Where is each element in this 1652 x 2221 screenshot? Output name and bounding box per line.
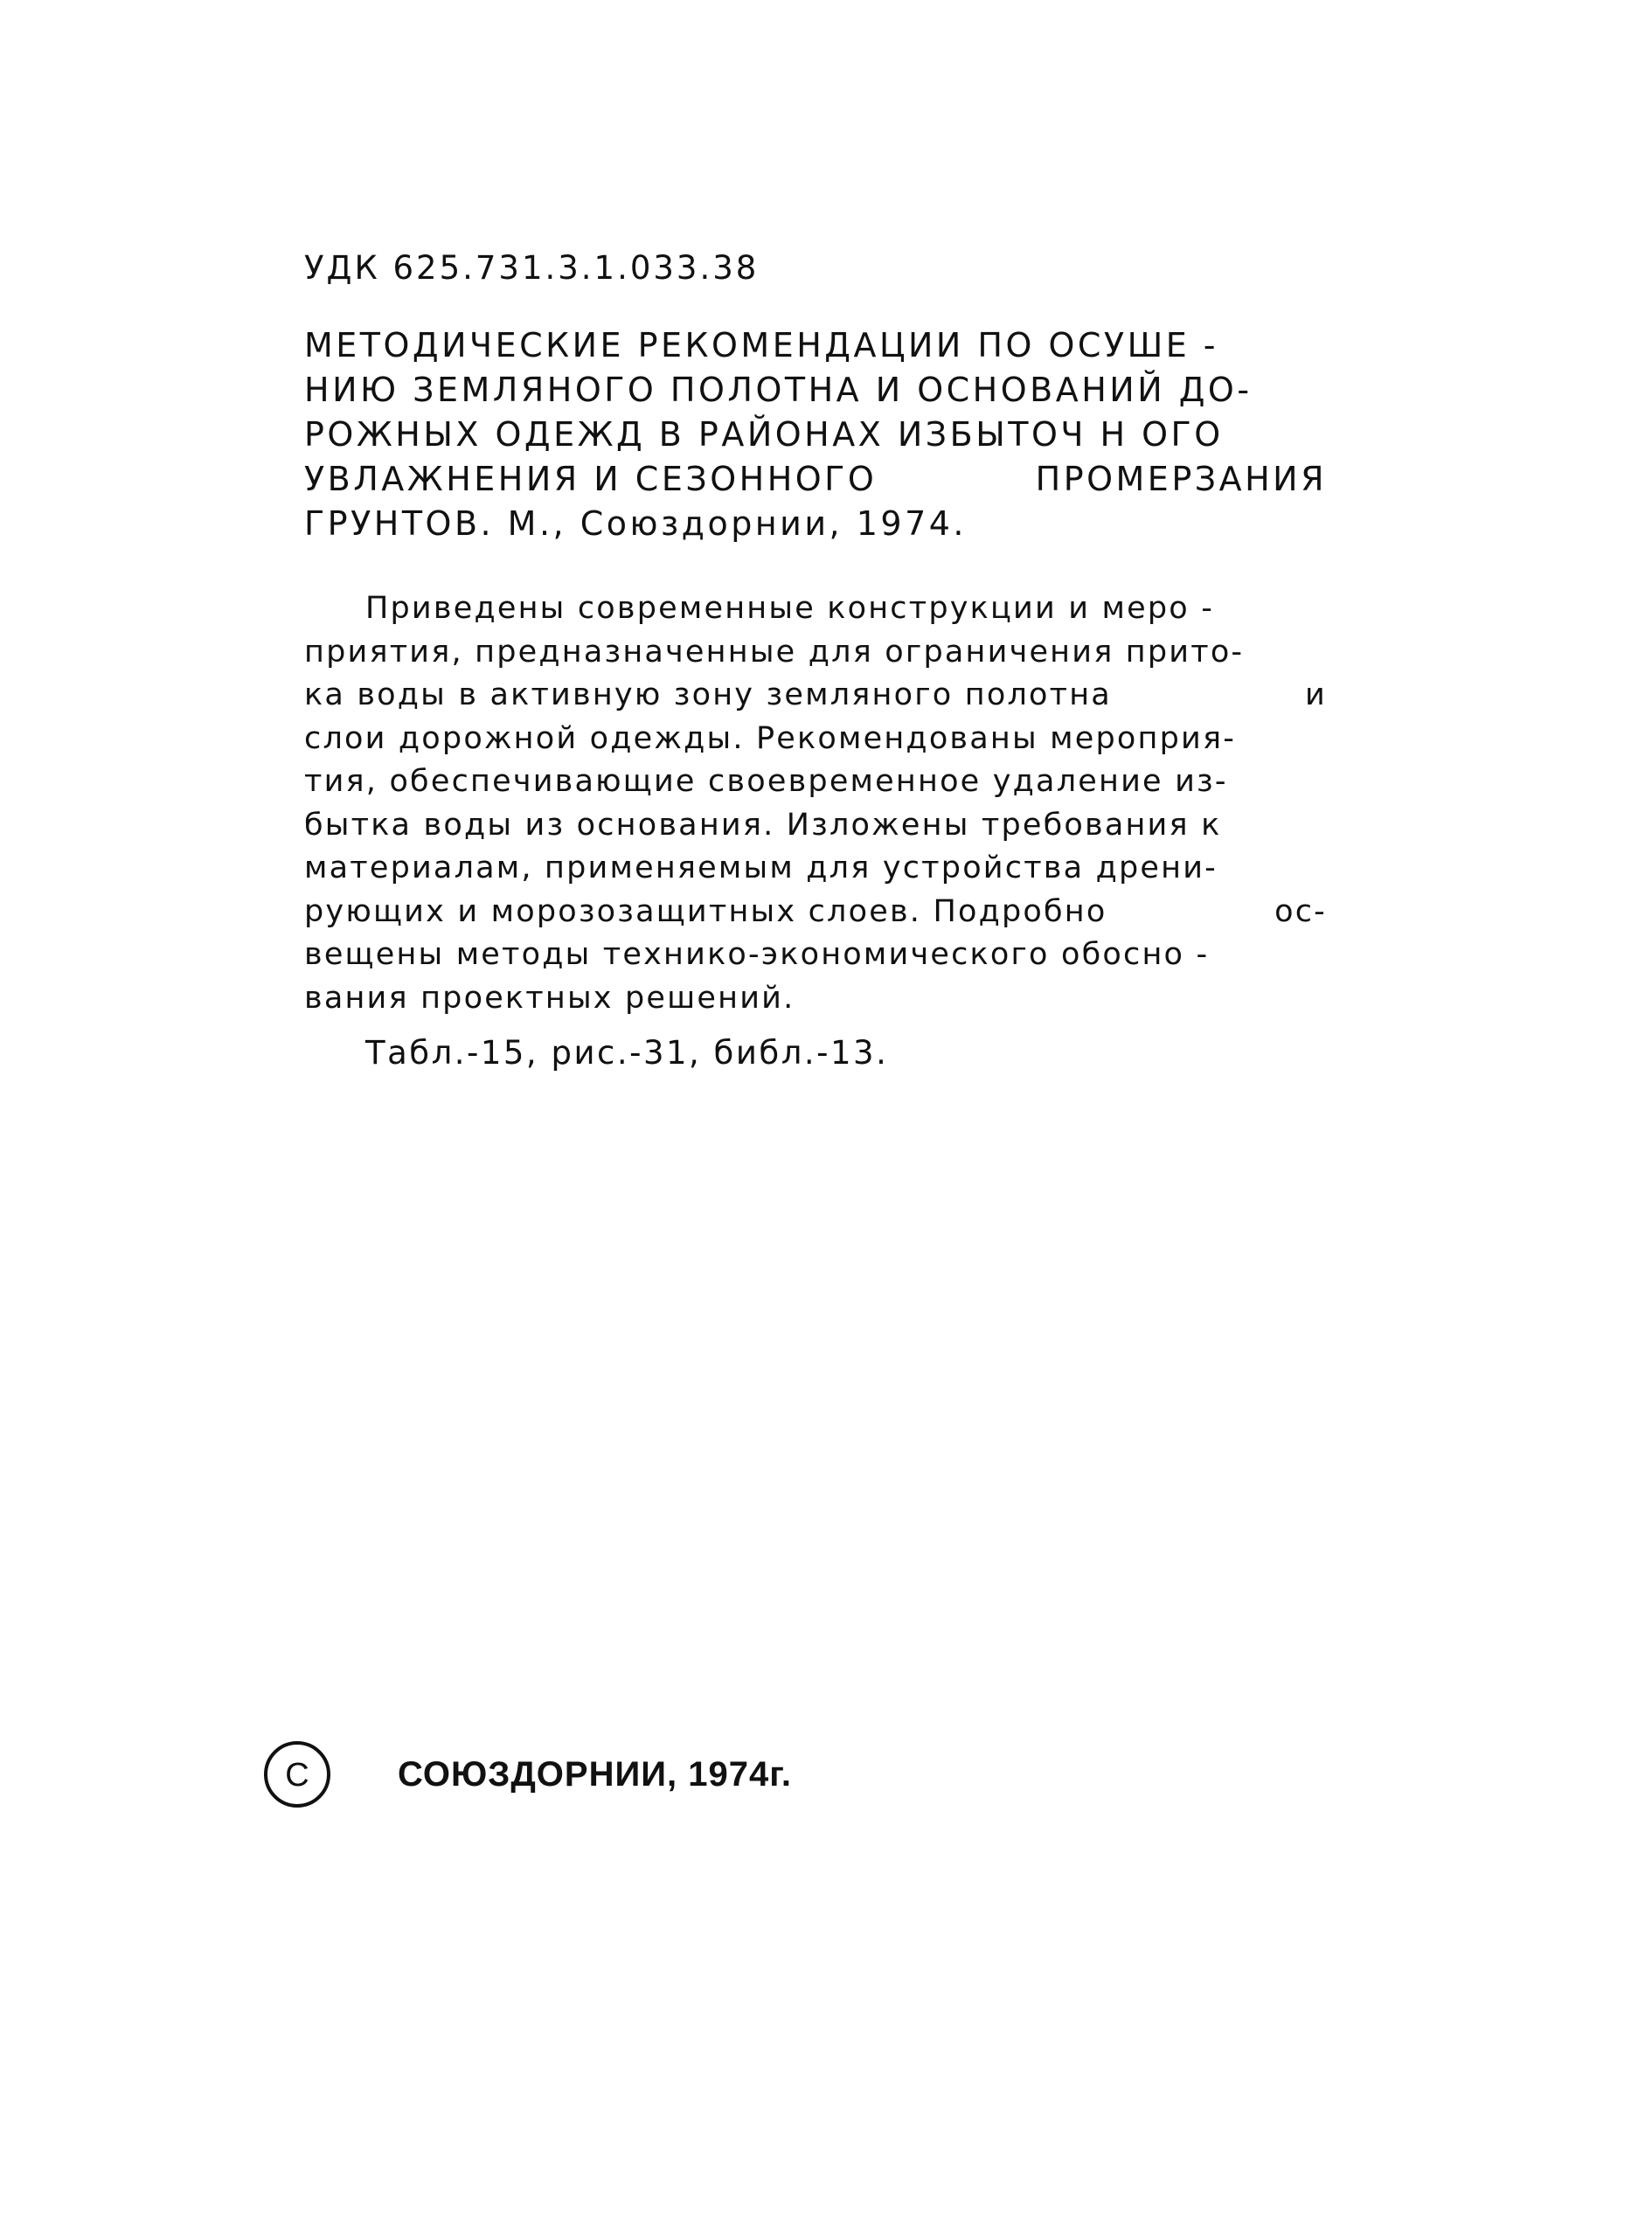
- udk-code: УДК 625.731.3.1.033.38: [304, 249, 760, 287]
- abstract-line: тия, обеспечивающие своевременное удаление из-: [304, 764, 1228, 799]
- title-line: МЕТОДИЧЕСКИЕ РЕКОМЕНДАЦИИ ПО ОСУШЕ -: [304, 326, 1219, 364]
- title-line: НИЮ ЗЕМЛЯНОГО ПОЛОТНА И ОСНОВАНИЙ ДО-: [304, 371, 1253, 409]
- title-line: [304, 457, 1327, 502]
- abstract-line-right: ос-: [1274, 893, 1327, 929]
- title-line: ГРУНТОВ. М., Союздорнии, 1974.: [304, 504, 967, 543]
- title-line-right: ПРОМЕРЗАНИЯ: [1035, 460, 1327, 498]
- abstract-line: вещены методы технико-экономического обосно -: [304, 937, 1210, 972]
- abstract-line-left: рующих и морозозащитных слоев. Подробно: [304, 893, 1107, 929]
- abstract-line-left: ка воды в активную зону земляного полотна: [304, 677, 1112, 712]
- title-line-left: УВЛАЖНЕНИЯ И СЕЗОННОГО: [304, 460, 878, 498]
- abstract-line: бытка воды из основания. Изложены требования к: [304, 807, 1222, 843]
- abstract-line: приятия, предназначенные для ограничения прито-: [304, 634, 1245, 670]
- abstract: [304, 587, 1327, 1020]
- abstract-line: вания проектных решений.: [304, 980, 795, 1016]
- abstract-line: материалам, применяемым для устройства дрени-: [304, 850, 1218, 885]
- copyright-notice: [262, 1739, 792, 1809]
- abstract-line: Приведены современные конструкции и меро -: [365, 591, 1215, 626]
- copyright-symbol: C: [285, 1757, 309, 1794]
- abstract-line: [304, 674, 1327, 718]
- document-title: [304, 323, 1327, 546]
- abstract-line-right: и: [1305, 677, 1327, 712]
- abstract-line: слои дорожной одежды. Рекомендованы мероприя-: [304, 720, 1237, 756]
- bibliographic-counts: Табл.-15, рис.-31, библ.-13.: [365, 1034, 889, 1072]
- copyright-icon: [262, 1739, 332, 1809]
- abstract-line: [304, 891, 1327, 934]
- title-line: РОЖНЫХ ОДЕЖД В РАЙОНАХ ИЗБЫТОЧ Н ОГО: [304, 415, 1224, 454]
- copyright-text: СОЮЗДОРНИИ, 1974г.: [398, 1754, 792, 1794]
